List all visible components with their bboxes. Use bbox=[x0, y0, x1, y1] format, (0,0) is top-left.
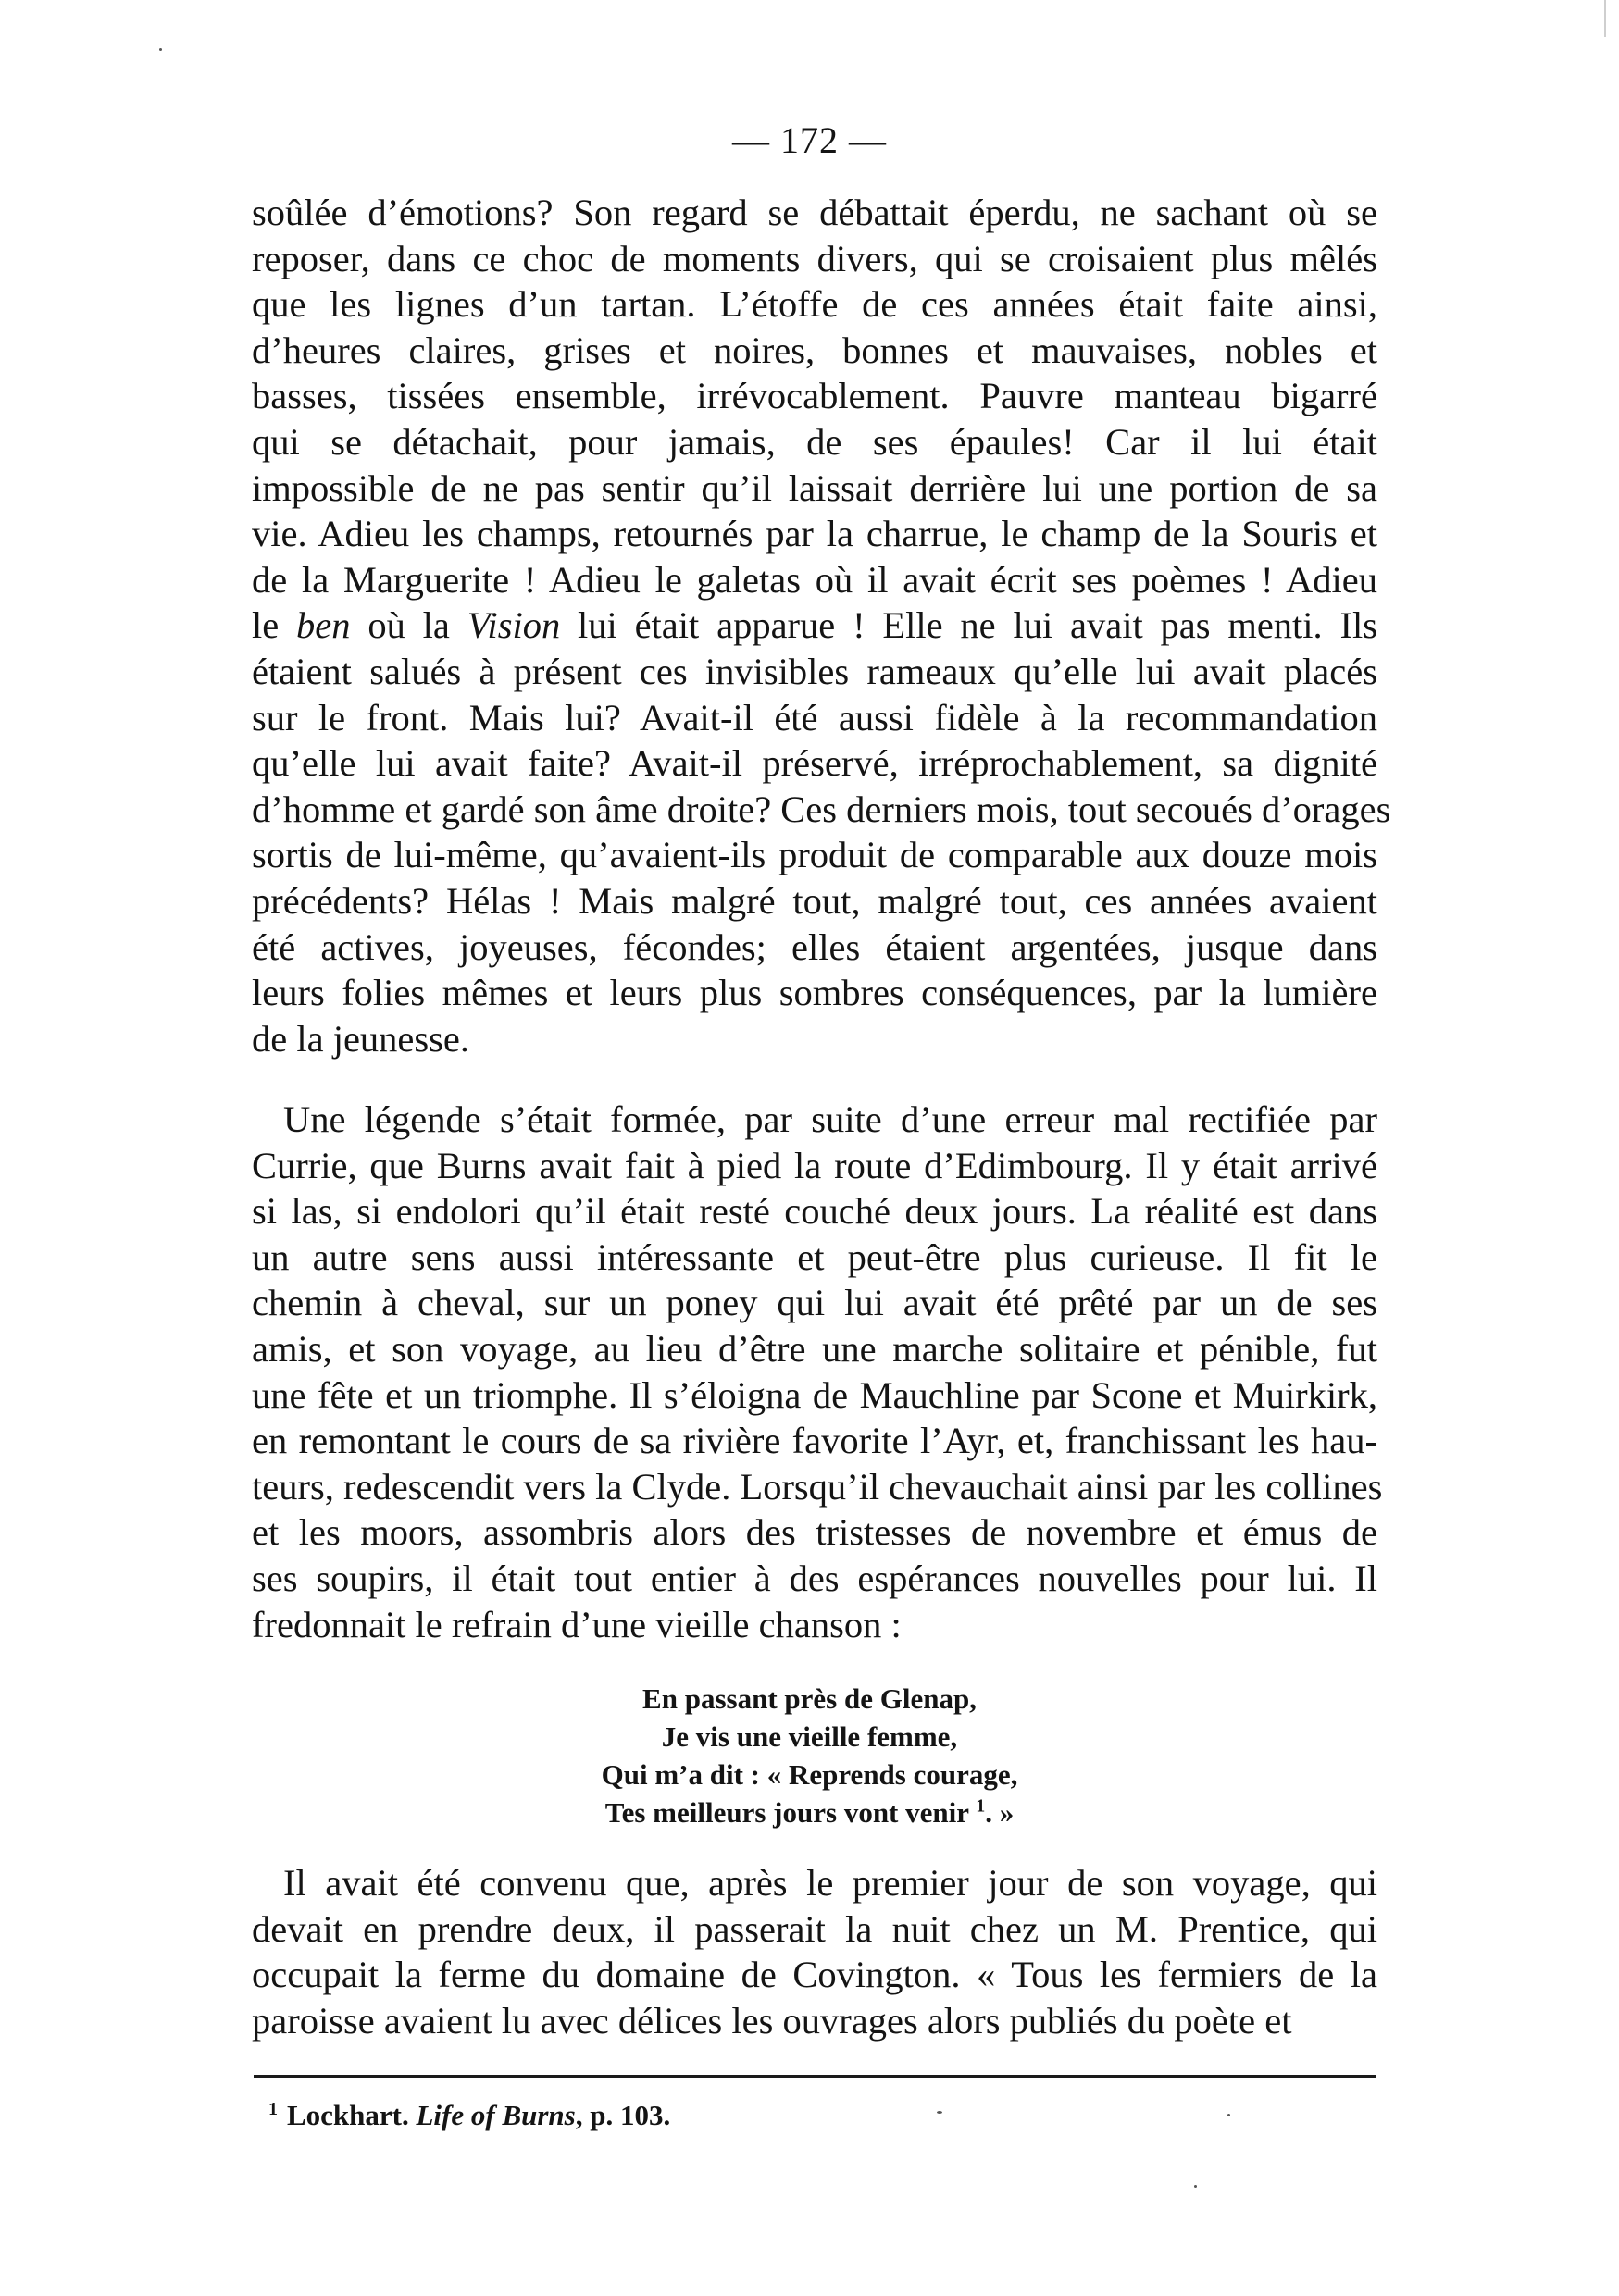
text-line: si las, si endolori qu’il était resté couché deux jours. La réalité est dans bbox=[252, 1190, 1377, 1233]
text-line: sortis de lui-même, qu’avaient-ils produit de comparable aux douze mois bbox=[252, 834, 1377, 876]
text-line: une fête et un triomphe. Il s’éloigna de Mauchline par Scone et Muirkirk, bbox=[252, 1373, 1377, 1416]
text-line: basses, tissées ensemble, irrévocablement. Pauvre manteau bigarré bbox=[252, 375, 1377, 417]
verse-line: Qui m’a dit : « Reprends courage, bbox=[601, 1758, 1018, 1791]
text-line: de la Marguerite ! Adieu le galetas où il avait écrit ses poèmes ! Adieu bbox=[252, 558, 1377, 601]
verse-closing: . » bbox=[985, 1796, 1015, 1829]
text-line: et les moors, assombris alors des tristesses de novembre et émus de bbox=[252, 1511, 1377, 1554]
text-line: reposer, dans ce choc de moments divers, qui se croisaient plus mêlés bbox=[252, 237, 1377, 279]
text-line: d’homme et gardé son âme droite? Ces derniers mois, tout secoués d’orages bbox=[252, 788, 1391, 830]
text-line: paroisse avaient lu avec délices les ouvrages alors publiés du poète et bbox=[252, 1999, 1292, 2042]
verse-line: En passant près de Glenap, bbox=[642, 1682, 977, 1715]
text-line: en remontant le cours de sa rivière favorite l’Ayr, et, franchissant les hau- bbox=[252, 1420, 1377, 1462]
footnote-page: , p. 103. bbox=[575, 2099, 671, 2131]
text-line: d’heures claires, grises et noires, bonnes et mauvaises, nobles et bbox=[252, 329, 1377, 371]
paragraph-2 bbox=[252, 1097, 1383, 1647]
text-line: sur le front. Mais lui? Avait-il été aussi fidèle à la recommandation bbox=[252, 696, 1377, 738]
text-line: ses soupirs, il était tout entier à des espérances nouvelles pour lui. Il bbox=[252, 1557, 1377, 1599]
print-speck bbox=[937, 2111, 942, 2114]
text-line: le ben où la Vision lui était apparue ! Elle ne lui avait pas menti. Ils bbox=[252, 604, 1377, 647]
verse-line-text: Tes meilleurs jours vont venir bbox=[604, 1796, 969, 1829]
text-line: vie. Adieu les champs, retournés par la charrue, le champ de la Souris et bbox=[252, 513, 1377, 555]
paragraph-1 bbox=[252, 190, 1391, 1061]
print-speck bbox=[1194, 2185, 1197, 2188]
text-line: étaient salués à présent ces invisibles rameaux qu’elle lui avait placés bbox=[252, 650, 1377, 692]
footnote-reference: 1 bbox=[976, 1795, 986, 1817]
footnote-mark: 1 bbox=[268, 2098, 278, 2119]
text-line: de la jeunesse. bbox=[252, 1017, 470, 1060]
text-line: été actives, joyeuses, fécondes; elles étaient argentées, jusque dans bbox=[252, 925, 1377, 968]
verse-line: Je vis une vieille femme, bbox=[661, 1720, 958, 1753]
text-line: que les lignes d’un tartan. L’étoffe de ces années était faite ainsi, bbox=[252, 283, 1377, 326]
text-line: occupait la ferme du domaine de Covington. « Tous les fermiers de la bbox=[252, 1954, 1377, 1996]
paragraph-3 bbox=[252, 1860, 1377, 2043]
text-line: qui se détachait, pour jamais, de ses épaules! Car il lui était bbox=[252, 420, 1377, 463]
text-line: soûlée d’émotions? Son regard se débattait éperdu, ne sachant où se bbox=[252, 192, 1377, 233]
text-line: devait en prendre deux, il passerait la nuit chez un M. Prentice, qui bbox=[252, 1907, 1377, 1950]
text-line: Une légende s’était formée, par suite d’une erreur mal rectifiée par bbox=[283, 1098, 1377, 1140]
page-edge-mark bbox=[1604, 0, 1606, 37]
footnote bbox=[268, 2097, 670, 2134]
text-line: chemin à cheval, sur un poney qui lui avait été prêté par un de ses bbox=[252, 1282, 1377, 1324]
verse-quote bbox=[0, 1680, 1619, 1831]
page-number: — 172 — bbox=[732, 119, 887, 161]
text-line: impossible de ne pas sentir qu’il laissait derrière lui une portion de sa bbox=[252, 466, 1377, 509]
print-speck bbox=[1227, 2114, 1230, 2116]
text-line: précédents? Hélas ! Mais malgré tout, malgré tout, ces années avaient bbox=[252, 879, 1377, 922]
text-line: Currie, que Burns avait fait à pied la route d’Edimbourg. Il y était arrivé bbox=[252, 1144, 1377, 1186]
verse-line-last bbox=[0, 1793, 1619, 1831]
text-line: leurs folies mêmes et leurs plus sombres conséquences, par la lumière bbox=[252, 972, 1377, 1014]
footnote-divider bbox=[254, 2075, 1376, 2078]
print-speck bbox=[159, 48, 162, 51]
text-line: fredonnait le refrain d’une vieille chanson : bbox=[252, 1603, 902, 1645]
text-line: un autre sens aussi intéressante et peut-être plus curieuse. Il fit le bbox=[252, 1235, 1377, 1278]
text-line: teurs, redescendit vers la Clyde. Lorsqu’il chevauchait ainsi par les collines bbox=[252, 1465, 1383, 1508]
text-line: amis, et son voyage, au lieu d’être une marche solitaire et pénible, fut bbox=[252, 1327, 1377, 1370]
text-line: Il avait été convenu que, après le premier jour de son voyage, qui bbox=[283, 1862, 1377, 1904]
footnote-title: Life of Burns bbox=[416, 2099, 576, 2131]
text-line: qu’elle lui avait faite? Avait-il préservé, irréprochablement, sa dignité bbox=[252, 742, 1377, 785]
footnote-author: Lockhart. bbox=[287, 2099, 409, 2131]
